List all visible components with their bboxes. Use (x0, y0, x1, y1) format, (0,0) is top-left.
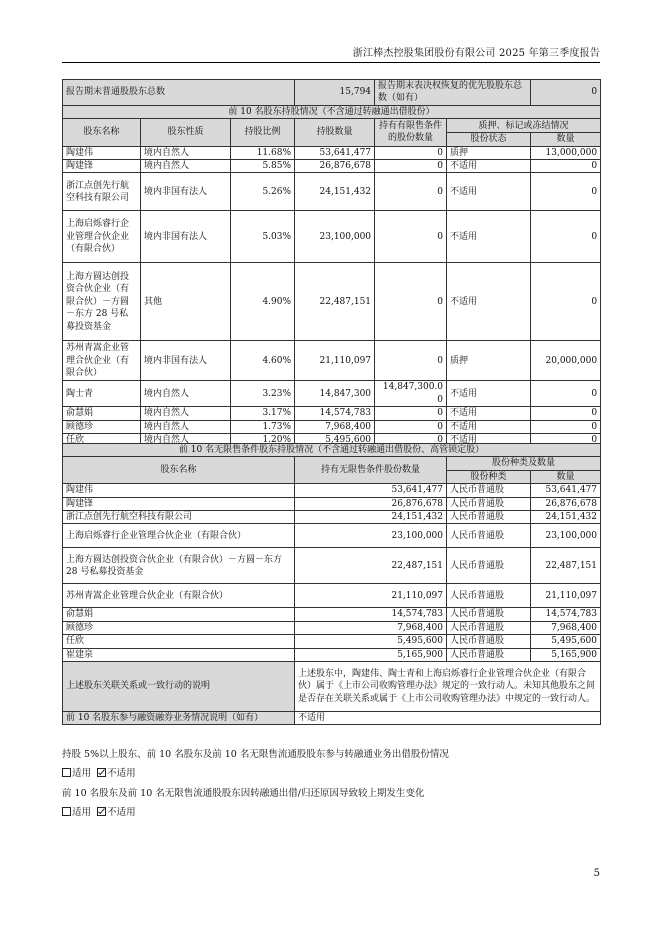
holding-ratio: 5.03% (231, 211, 295, 263)
relation-label: 上述股东关联关系或一致行动的说明 (63, 662, 295, 712)
table-row (63, 211, 601, 263)
shareholder-name: 陶建伟 (63, 484, 295, 497)
table-row (63, 263, 601, 341)
note-change-options (62, 806, 136, 820)
restricted-shares: 0 (375, 263, 447, 341)
col-header-u-name: 股东名称 (63, 457, 295, 484)
restricted-shares: 0 (375, 211, 447, 263)
top10-section-title: 前 10 名股东持股情况（不含通过转融通出借股份） (63, 105, 601, 118)
option-applicable: 适用 (72, 768, 92, 779)
share-type: 人民币普通股 (447, 511, 531, 524)
table-row (63, 648, 601, 661)
shareholder-name: 顾德珍 (63, 420, 141, 433)
shareholder-nature: 境内非国有法人 (141, 173, 231, 211)
shareholder-name: 任欣 (63, 434, 141, 447)
share-status: 质押 (447, 341, 531, 381)
table-row (63, 524, 601, 548)
table-row (63, 341, 601, 381)
table-row (63, 420, 601, 433)
col-header-qty: 数量 (531, 133, 601, 146)
shareholder-nature: 境内自然人 (141, 434, 231, 447)
holding-ratio: 5.26% (231, 173, 295, 211)
shareholder-name: 浙江点创先行航空科技有限公司 (63, 173, 141, 211)
holding-ratio: 5.85% (231, 160, 295, 173)
col-header-ratio: 持股比例 (231, 119, 295, 146)
note-lending-options (62, 767, 136, 781)
restricted-shares: 0 (375, 160, 447, 173)
share-type: 人民币普通股 (447, 524, 531, 548)
holding-shares: 23,100,000 (295, 211, 375, 263)
holding-shares: 7,968,400 (295, 420, 375, 433)
pledge-quantity: 0 (531, 407, 601, 420)
shareholder-name: 陶建锋 (63, 497, 295, 510)
top10-shareholders-table (62, 79, 601, 447)
unrestricted-shares: 21,110,097 (295, 584, 447, 608)
share-status: 不适用 (447, 263, 531, 341)
shareholder-name: 崔建泉 (63, 648, 295, 661)
shareholder-name: 浙江点创先行航空科技有限公司 (63, 511, 295, 524)
restricted-shares: 0 (375, 173, 447, 211)
table-row (63, 635, 601, 648)
shareholder-nature: 境内自然人 (141, 146, 231, 159)
shareholder-name: 陶建伟 (63, 146, 141, 159)
holding-shares: 5,495,600 (295, 434, 375, 447)
holding-shares: 53,641,477 (295, 146, 375, 159)
pledge-quantity: 0 (531, 434, 601, 447)
table-row (63, 407, 601, 420)
common-holders-value: 15,794 (295, 80, 375, 106)
table-row (63, 146, 601, 159)
table-row (63, 584, 601, 608)
col-header-u-qty: 数量 (531, 470, 601, 483)
shareholder-name: 顾德珍 (63, 621, 295, 634)
common-holders-label: 报告期末普通股股东总数 (63, 80, 295, 106)
holding-ratio: 4.60% (231, 341, 295, 381)
pledge-quantity: 13,000,000 (531, 146, 601, 159)
col-header-name: 股东名称 (63, 119, 141, 146)
page-number: 5 (593, 868, 600, 879)
pledge-quantity: 20,000,000 (531, 341, 601, 381)
pledge-quantity: 0 (531, 211, 601, 263)
share-type: 人民币普通股 (447, 621, 531, 634)
table-row (63, 511, 601, 524)
share-type: 人民币普通股 (447, 648, 531, 661)
share-status: 不适用 (447, 420, 531, 433)
unrestricted-shares: 26,876,678 (295, 497, 447, 510)
col-header-status: 股份状态 (447, 133, 531, 146)
shareholder-name: 陶建锋 (63, 160, 141, 173)
unrestricted-shares: 24,151,432 (295, 511, 447, 524)
table-row (63, 160, 601, 173)
note-change-title: 前 10 名股东及前 10 名无限售流通股股东因转融通出借/归还原因导致较上期发生变化 (62, 788, 425, 799)
table-row (63, 484, 601, 497)
table-row (63, 621, 601, 634)
table-row (63, 381, 601, 407)
shareholder-name: 苏州青嵩企业管理合伙企业（有限合伙） (63, 341, 141, 381)
share-status: 不适用 (447, 434, 531, 447)
share-status: 质押 (447, 146, 531, 159)
unrestricted-shares: 7,968,400 (295, 621, 447, 634)
pledge-quantity: 0 (531, 173, 601, 211)
shareholder-name: 陶士青 (63, 381, 141, 407)
share-type: 人民币普通股 (447, 608, 531, 621)
checkbox-unchecked-icon[interactable] (62, 768, 71, 777)
shareholder-name: 俞慧娟 (63, 407, 141, 420)
holding-ratio: 4.90% (231, 263, 295, 341)
summary-row (63, 80, 601, 106)
shareholder-name: 上海启烁睿行企业管理合伙企业（有限合伙） (63, 524, 295, 548)
shareholder-nature: 境内自然人 (141, 160, 231, 173)
shareholder-nature: 境内非国有法人 (141, 341, 231, 381)
share-quantity: 26,876,678 (531, 497, 601, 510)
margin-value: 不适用 (295, 712, 601, 725)
col-header-restricted: 持有有限售条件的股份数量 (375, 119, 447, 146)
share-quantity: 5,165,900 (531, 648, 601, 661)
col-header-type: 股份种类 (447, 470, 531, 483)
share-quantity: 53,641,477 (531, 484, 601, 497)
share-type: 人民币普通股 (447, 584, 531, 608)
holding-shares: 24,151,432 (295, 173, 375, 211)
unrestricted-shares: 5,165,900 (295, 648, 447, 661)
col-header-pledge-group: 质押、标记或冻结情况 (447, 119, 601, 133)
option-applicable: 适用 (72, 807, 92, 818)
share-status: 不适用 (447, 407, 531, 420)
col-header-u-shares: 持有无限售条件股份数量 (295, 457, 447, 484)
share-type: 人民币普通股 (447, 635, 531, 648)
unrestricted-shareholders-table (62, 443, 601, 725)
unrestricted-shares: 14,574,783 (295, 608, 447, 621)
holding-shares: 21,110,097 (295, 341, 375, 381)
holding-shares: 14,847,300 (295, 381, 375, 407)
table-row (63, 608, 601, 621)
shareholder-nature: 境内非国有法人 (141, 211, 231, 263)
table-row (63, 497, 601, 510)
preferred-holders-value: 0 (531, 80, 601, 106)
shareholder-name: 上海方圆达创投资合伙企业（有限合伙）－方圆－东方 28 号私募投资基金 (63, 263, 141, 341)
share-status: 不适用 (447, 211, 531, 263)
share-quantity: 23,100,000 (531, 524, 601, 548)
holding-ratio: 3.23% (231, 381, 295, 407)
unrestricted-shares: 22,487,151 (295, 548, 447, 584)
share-status: 不适用 (447, 160, 531, 173)
unrestricted-shares: 23,100,000 (295, 524, 447, 548)
holding-shares: 14,574,783 (295, 407, 375, 420)
share-quantity: 24,151,432 (531, 511, 601, 524)
holding-ratio: 11.68% (231, 146, 295, 159)
holding-ratio: 3.17% (231, 407, 295, 420)
header-rule (62, 62, 600, 63)
holding-shares: 26,876,678 (295, 160, 375, 173)
share-type: 人民币普通股 (447, 497, 531, 510)
note-lending-title: 持股 5%以上股东、前 10 名股东及前 10 名无限售流通股股东参与转融通业务出借股份情况 (62, 749, 449, 760)
share-quantity: 14,574,783 (531, 608, 601, 621)
margin-label: 前 10 名股东参与融资融券业务情况说明（如有） (63, 712, 295, 725)
col-header-shares: 持股数量 (295, 119, 375, 146)
option-not-applicable: 不适用 (107, 768, 136, 779)
holding-shares: 22,487,151 (295, 263, 375, 341)
shareholder-name: 苏州青嵩企业管理合伙企业（有限合伙） (63, 584, 295, 608)
table-row (63, 173, 601, 211)
shareholder-name: 上海方圆达创投资合伙企业（有限合伙）－方圆－东方 28 号私募投资基金 (63, 548, 295, 584)
unrestricted-shares: 53,641,477 (295, 484, 447, 497)
relation-row (63, 662, 601, 712)
col-header-type-group: 股份种类及数量 (447, 457, 601, 470)
pledge-quantity: 0 (531, 420, 601, 433)
unrestricted-section-title: 前 10 名无限售条件股东持股情况（不含通过转融通出借股份、高管锁定股） (63, 444, 601, 457)
restricted-shares: 0 (375, 146, 447, 159)
share-quantity: 7,968,400 (531, 621, 601, 634)
share-type: 人民币普通股 (447, 548, 531, 584)
report-header: 浙江棒杰控股集团股份有限公司 2025 年第三季度报告 (352, 48, 600, 59)
share-type: 人民币普通股 (447, 484, 531, 497)
col-header-nature: 股东性质 (141, 119, 231, 146)
shareholder-name: 俞慧娟 (63, 608, 295, 621)
preferred-holders-label: 报告期末表决权恢复的优先股股东总数（如有） (375, 80, 531, 106)
share-quantity: 22,487,151 (531, 548, 601, 584)
checkbox-unchecked-icon[interactable] (62, 807, 71, 816)
restricted-shares: 0 (375, 434, 447, 447)
restricted-shares: 0 (375, 407, 447, 420)
restricted-shares: 0 (375, 420, 447, 433)
checkbox-checked-icon[interactable] (97, 768, 106, 777)
shareholder-nature: 其他 (141, 263, 231, 341)
share-status: 不适用 (447, 381, 531, 407)
share-status: 不适用 (447, 173, 531, 211)
option-not-applicable: 不适用 (107, 807, 136, 818)
table-row (63, 548, 601, 584)
share-quantity: 5,495,600 (531, 635, 601, 648)
unrestricted-shares: 5,495,600 (295, 635, 447, 648)
shareholder-nature: 境内自然人 (141, 407, 231, 420)
shareholder-name: 上海启烁睿行企业管理合伙企业（有限合伙） (63, 211, 141, 263)
relation-text: 上述股东中，陶建伟、陶士青和上海启烁睿行企业管理合伙企业（有限合伙）属于《上市公司收购管理办法》规定的一致行动人。未知其他股东之间是否存在关联关系或属于《上市公司收购管理办法》中规定的一致行动人。 (295, 662, 601, 712)
shareholder-nature: 境内自然人 (141, 420, 231, 433)
checkbox-checked-icon[interactable] (97, 807, 106, 816)
pledge-quantity: 0 (531, 381, 601, 407)
holding-ratio: 1.20% (231, 434, 295, 447)
share-quantity: 21,110,097 (531, 584, 601, 608)
shareholder-name: 任欣 (63, 635, 295, 648)
pledge-quantity: 0 (531, 160, 601, 173)
restricted-shares: 14,847,300.00 (375, 381, 447, 407)
restricted-shares: 0 (375, 341, 447, 381)
margin-row (63, 712, 601, 725)
holding-ratio: 1.73% (231, 420, 295, 433)
shareholder-nature: 境内自然人 (141, 381, 231, 407)
pledge-quantity: 0 (531, 263, 601, 341)
